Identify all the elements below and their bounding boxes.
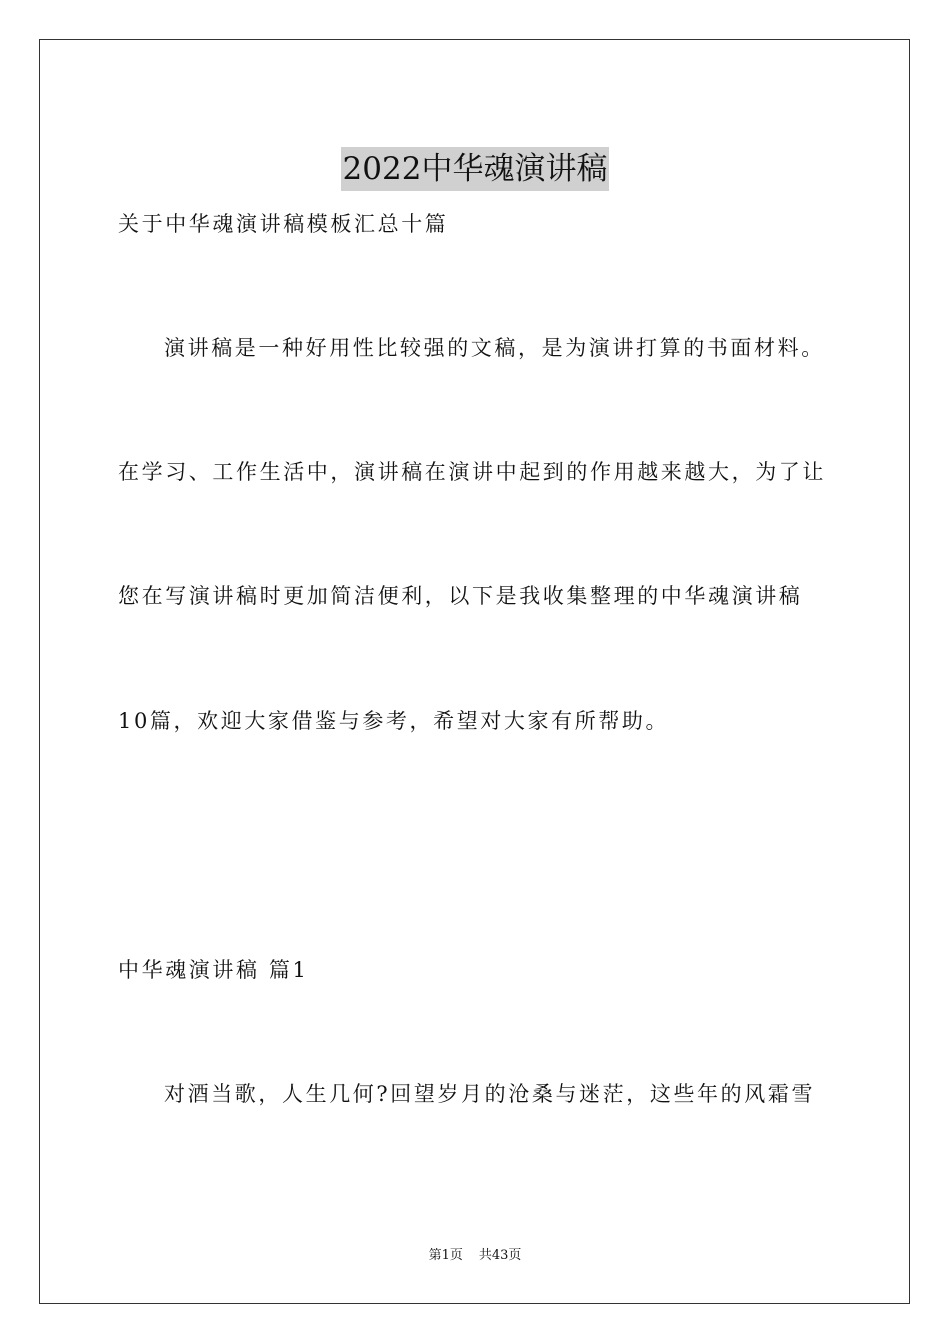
page-total: 共43页 <box>478 1248 522 1263</box>
document-subtitle: 关于中华魂演讲稿模板汇总十篇 <box>118 212 449 236</box>
intro-line-1: 演讲稿是一种好用性比较强的文稿，是为演讲打算的书面材料。 <box>164 336 825 360</box>
intro-line-2: 在学习、工作生活中，演讲稿在演讲中起到的作用越来越大，为了让 <box>118 460 826 484</box>
intro-line-4: 10篇，欢迎大家借鉴与参考，希望对大家有所帮助。 <box>118 709 670 733</box>
document-title: 2022中华魂演讲稿 <box>341 147 610 191</box>
intro-line-3: 您在写演讲稿时更加简洁便利，以下是我收集整理的中华魂演讲稿 <box>118 584 803 608</box>
page-number: 第1页 <box>428 1248 463 1263</box>
page-footer <box>0 1247 950 1265</box>
section-heading: 中华魂演讲稿 篇1 <box>118 958 309 982</box>
section-first-line: 对酒当歌，人生几何?回望岁月的沧桑与迷茫，这些年的风霜雪 <box>164 1082 816 1106</box>
title-container <box>0 126 950 212</box>
